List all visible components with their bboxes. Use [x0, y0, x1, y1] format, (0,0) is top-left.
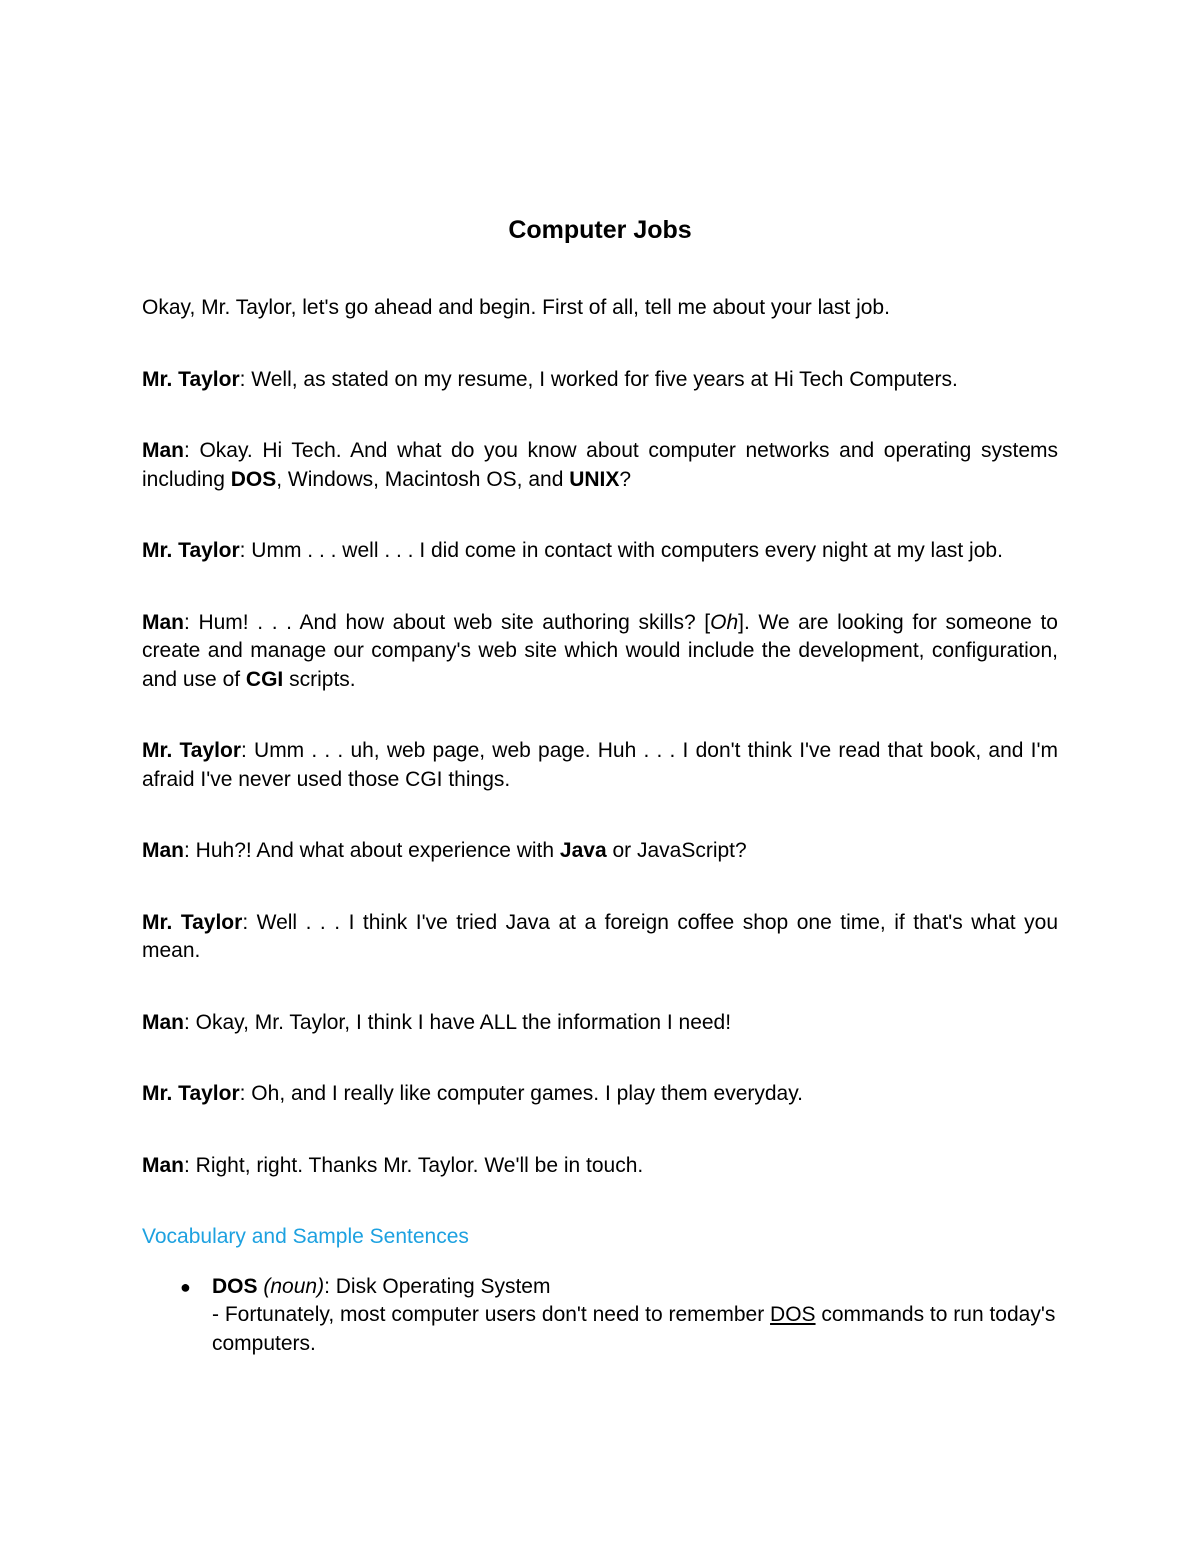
dialogue-line-1: Mr. Taylor: Well, as stated on my resume, I worked for five years at Hi Tech Computers. [142, 367, 958, 391]
bullet-icon: ● [180, 1276, 191, 1297]
dialogue-line-3: Mr. Taylor: Umm . . . well . . . I did come in contact with computers every night at my last job. [142, 539, 1003, 562]
vocab-item [142, 1273, 1058, 1359]
speaker-name: Mr. Taylor [142, 1082, 240, 1105]
vocab-heading: Vocabulary and Sample Sentences [142, 1225, 469, 1248]
speaker-name: Mr. Taylor [142, 539, 240, 562]
dialogue-line-4: Man: Hum! . . . And how about web site authoring skills? [Oh]. We are looking for someone to create and manage our company's web site which would include the development, configuration, and use of CGI scripts. [142, 610, 1058, 691]
vocab-list [142, 1273, 1058, 1359]
speaker-name: Man [142, 1153, 184, 1177]
dialogue-line-9: Mr. Taylor: Oh, and I really like computer games. I play them everyday. [142, 1082, 804, 1105]
vocab-term: DOS [212, 1274, 258, 1298]
vocab-definition: : Disk Operating System [324, 1274, 551, 1298]
keyword-cgi: CGI [245, 667, 284, 691]
vocab-example: - Fortunately, most computer users don't need to remember DOS commands to run today's computers. [212, 1303, 1056, 1355]
dialogue-line-5: Mr. Taylor: Umm . . . uh, web page, web page. Huh . . . I don't think I've read that book, and I'm afraid I've never used those CGI things. [142, 739, 1058, 791]
dialogue-line-10: Man: Right, right. Thanks Mr. Taylor. We'll be in touch. [142, 1153, 644, 1177]
speaker-name: Mr. Taylor [142, 910, 243, 934]
speaker-name: Man [142, 1010, 184, 1034]
intro-paragraph: Okay, Mr. Taylor, let's go ahead and begin. First of all, tell me about your last job. [142, 296, 890, 319]
dialogue-line-8: Man: Okay, Mr. Taylor, I think I have ALL the information I need! [142, 1010, 732, 1034]
dialogue-line-7: Mr. Taylor: Well . . . I think I've tried Java at a foreign coffee shop one time, if that's what you mean. [142, 910, 1058, 962]
keyword-unix: UNIX [569, 467, 620, 491]
speaker-name: Man [142, 839, 184, 862]
dialogue-line-2: Man: Okay. Hi Tech. And what do you know about computer networks and operating systems including DOS, Windows, Macintosh OS, and UNIX? [142, 439, 1058, 491]
vocab-part-of-speech: (noun) [263, 1274, 325, 1298]
speaker-name: Man [142, 439, 184, 462]
speaker-name: Man [142, 610, 184, 634]
dialogue-line-6: Man: Huh?! And what about experience with Java or JavaScript? [142, 839, 747, 862]
document-content [142, 210, 1058, 1358]
document-title: Computer Jobs [508, 216, 692, 244]
speaker-name: Mr. Taylor [142, 367, 240, 391]
italic-oh: Oh [710, 610, 739, 634]
speaker-name: Mr. Taylor [142, 739, 241, 762]
keyword-dos: DOS [230, 467, 277, 491]
keyword-java: Java [559, 839, 607, 862]
vocab-example-word: DOS [770, 1303, 816, 1326]
